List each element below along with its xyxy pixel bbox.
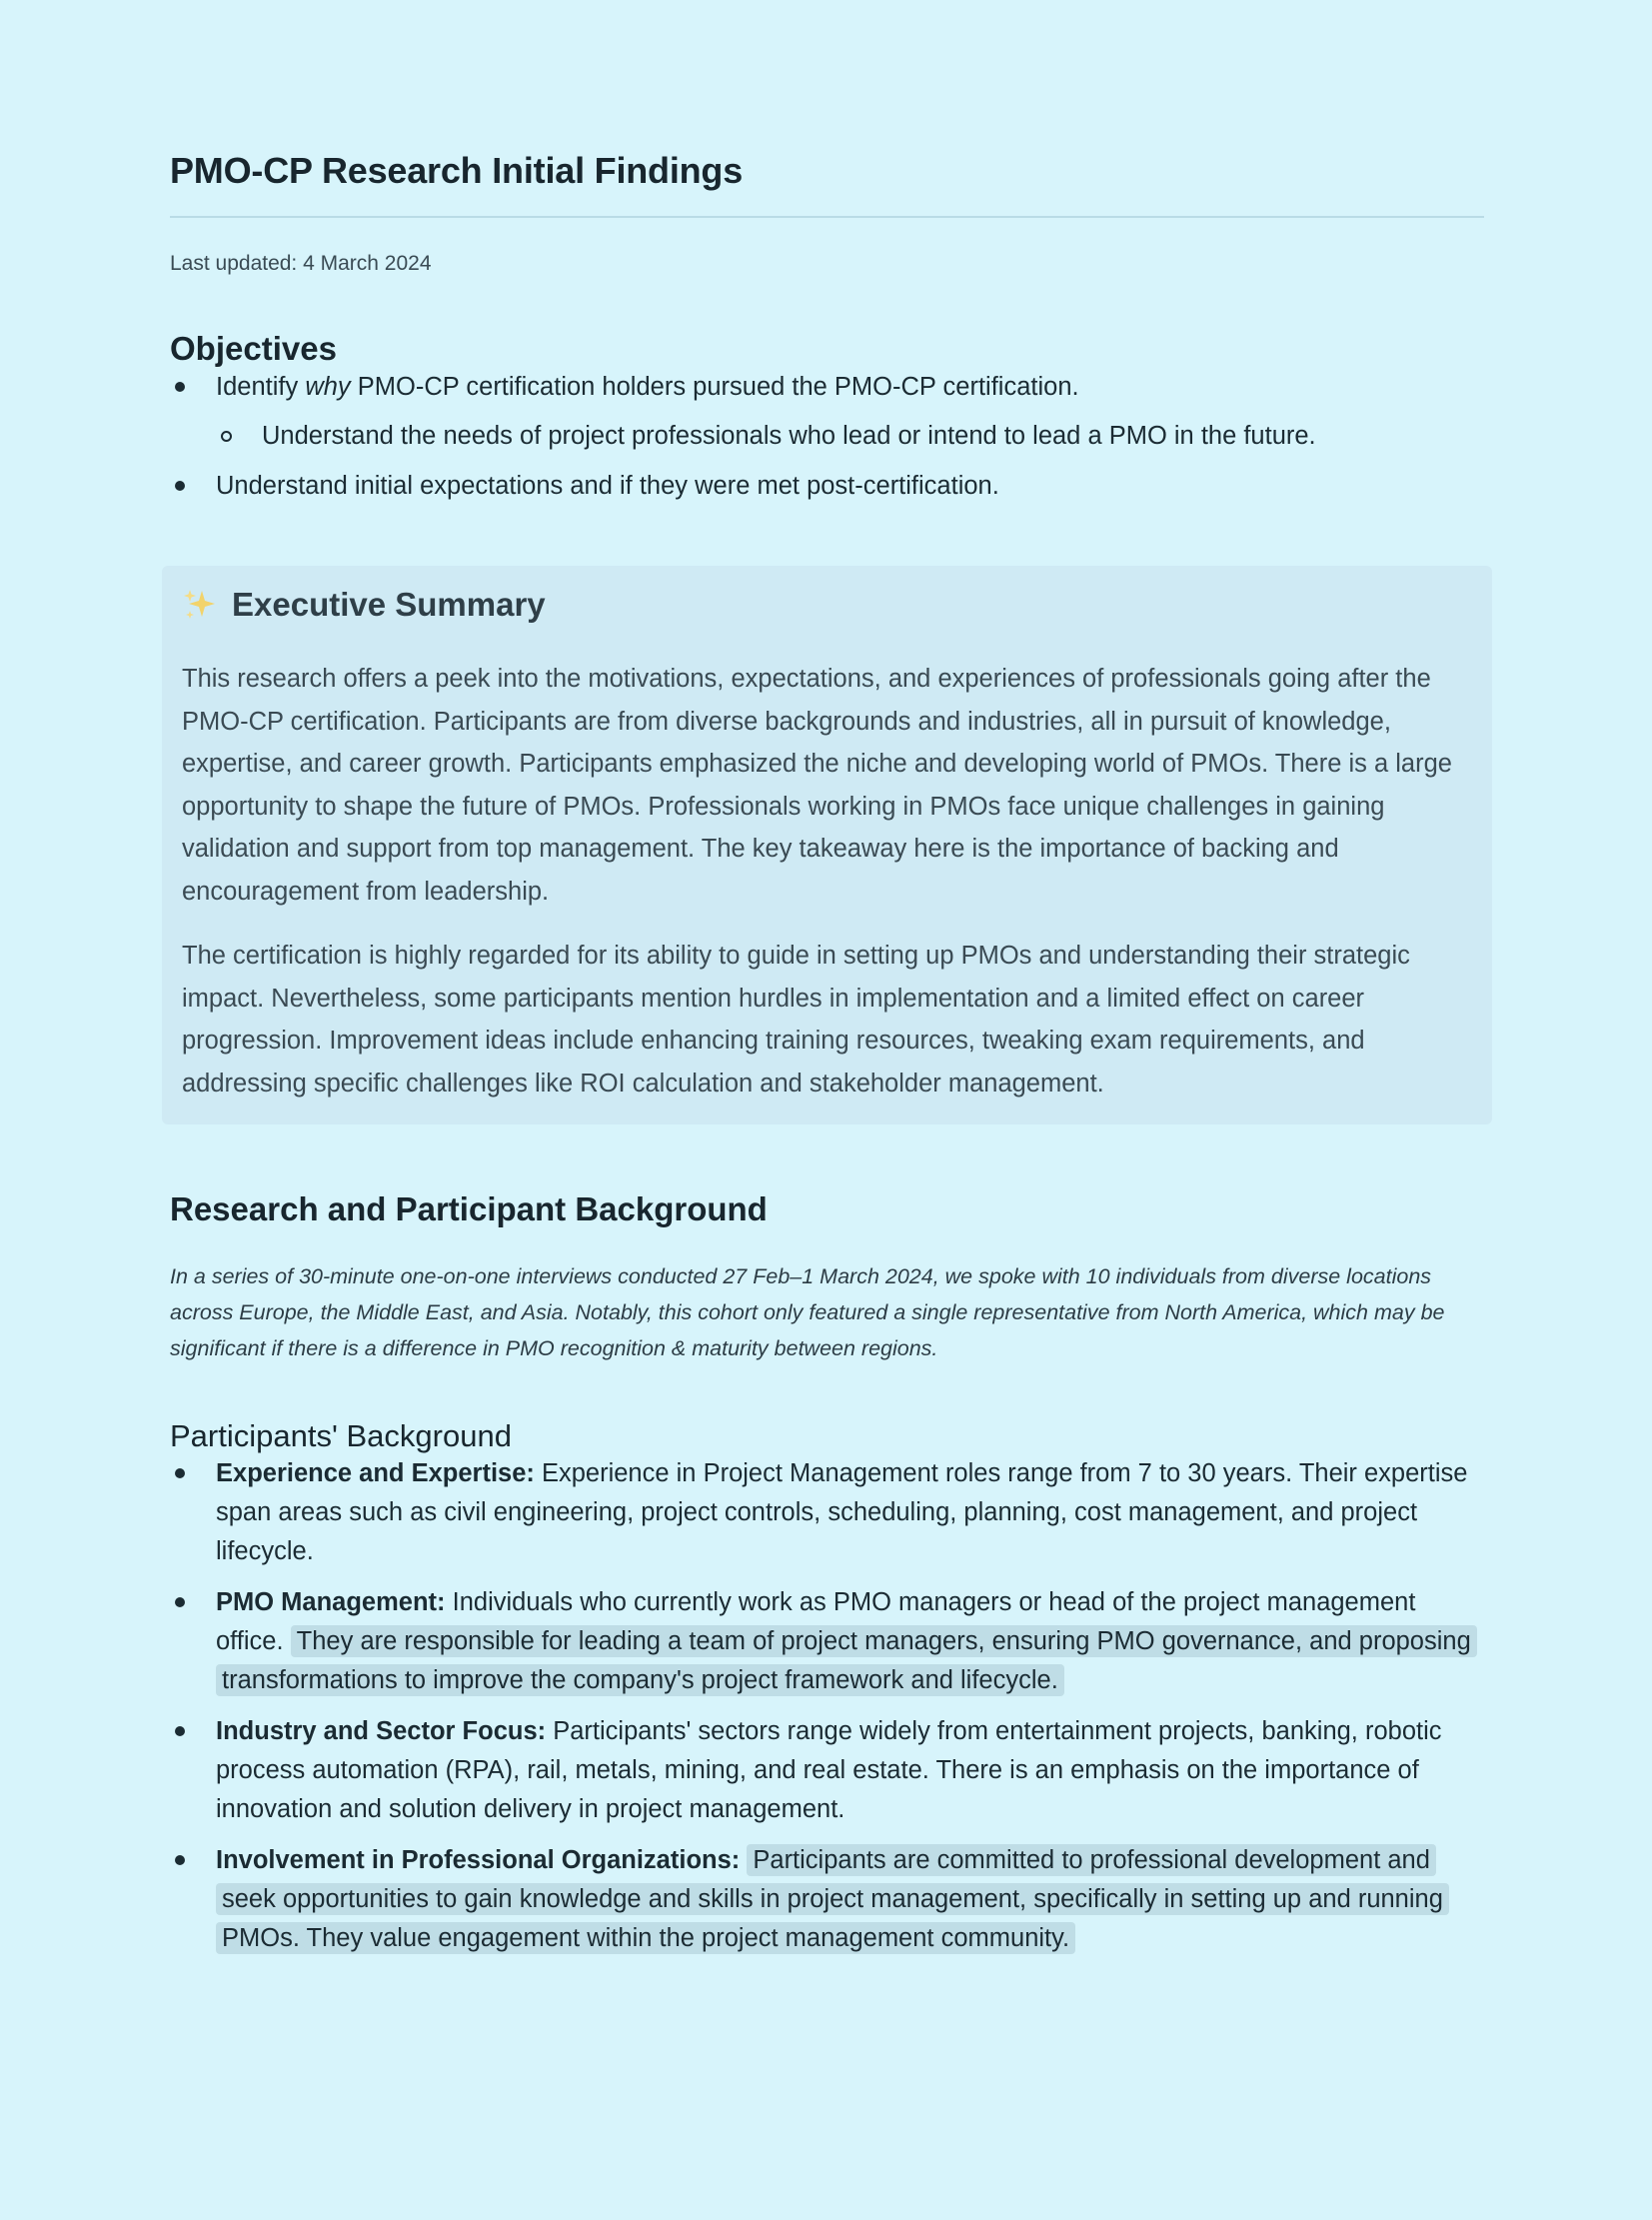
list-item — [170, 1712, 1484, 1829]
highlighted-text: They are responsible for leading a team of project managers, ensuring PMO governance, and proposing transformations to improve the company's project framework and lifecycle. — [216, 1625, 1477, 1696]
item-label: PMO Management: — [216, 1588, 446, 1616]
list-item — [170, 1841, 1484, 1958]
objective-emphasis: why — [305, 373, 351, 401]
research-heading: Research and Participant Background — [170, 1190, 768, 1227]
list-item — [170, 1454, 1484, 1571]
summary-paragraph: This research offers a peek into the motivations, expectations, and experiences of professionals going after the PMO-CP certification. Participants are from diverse backgrounds and industries, all in pursuit of knowledge, expertise, and career growth. Participants emphasized the niche and developing world of PMOs. There is a large opportunity to shape the future of PMOs. Professionals working in PMOs face unique challenges in gaining validation and support from top management. The key takeaway here is the importance of backing and encouragement from leadership. — [182, 665, 1452, 906]
executive-summary-callout — [162, 566, 1492, 1124]
objectives-sublist — [216, 417, 1484, 456]
item-text: Experience in Project Management roles range from 7 to 30 years. Their expertise span areas such as civil engineering, project controls, scheduling, planning, cost management, and project lifecycle. — [216, 1459, 1468, 1565]
document-page — [170, 150, 1484, 1970]
item-text: Individuals who currently work as PMO managers or head of the project management office. — [216, 1588, 1416, 1655]
sparkles-icon — [182, 587, 218, 623]
item-label: Involvement in Professional Organizations: — [216, 1846, 741, 1874]
participants-heading: Participants' Background — [170, 1418, 512, 1453]
last-updated: Last updated: 4 March 2024 — [170, 252, 432, 275]
highlighted-text: Participants are committed to professional development and seek opportunities to gain knowledge and skills in project management, specifically in setting up and running PMOs. They value engagement within the project management community. — [216, 1844, 1449, 1954]
list-item — [170, 368, 1484, 456]
objectives-heading: Objectives — [170, 330, 337, 367]
executive-summary-title: Executive Summary — [232, 586, 546, 623]
item-label: Experience and Expertise: — [216, 1459, 535, 1487]
item-label: Industry and Sector Focus: — [216, 1717, 547, 1745]
participants-list — [170, 1454, 1484, 1958]
list-item: Understand initial expectations and if they were met post-certification. — [170, 467, 1484, 506]
executive-summary-heading — [182, 586, 1472, 624]
list-item: Understand the needs of project professionals who lead or intend to lead a PMO in the future. — [216, 417, 1484, 456]
objectives-list — [170, 368, 1484, 506]
research-intro: In a series of 30-minute one-on-one interviews conducted 27 Feb–1 March 2024, we spoke with 10 individuals from diverse locations across Europe, the Middle East, and Asia. Notably, this cohort only featured a single representative from North America, which may be significant if there is a difference in PMO recognition & maturity between regions. — [170, 1264, 1445, 1360]
summary-paragraph: The certification is highly regarded for its ability to guide in setting up PMOs and understanding their strategic impact. Nevertheless, some participants mention hurdles in implementation and a limited effect on career progression. Improvement ideas include enhancing training resources, tweaking exam requirements, and addressing specific challenges like ROI calculation and stakeholder management. — [182, 942, 1410, 1098]
list-item — [170, 1583, 1484, 1700]
item-text: Participants' sectors range widely from entertainment projects, banking, robotic process automation (RPA), rail, metals, mining, and real estate. There is an emphasis on the importance of innovation and solution delivery in project management. — [216, 1717, 1442, 1823]
page-title: PMO-CP Research Initial Findings — [170, 150, 1484, 218]
objective-text: Identify — [216, 373, 306, 401]
objective-text: PMO-CP certification holders pursued the PMO-CP certification. — [350, 373, 1079, 401]
